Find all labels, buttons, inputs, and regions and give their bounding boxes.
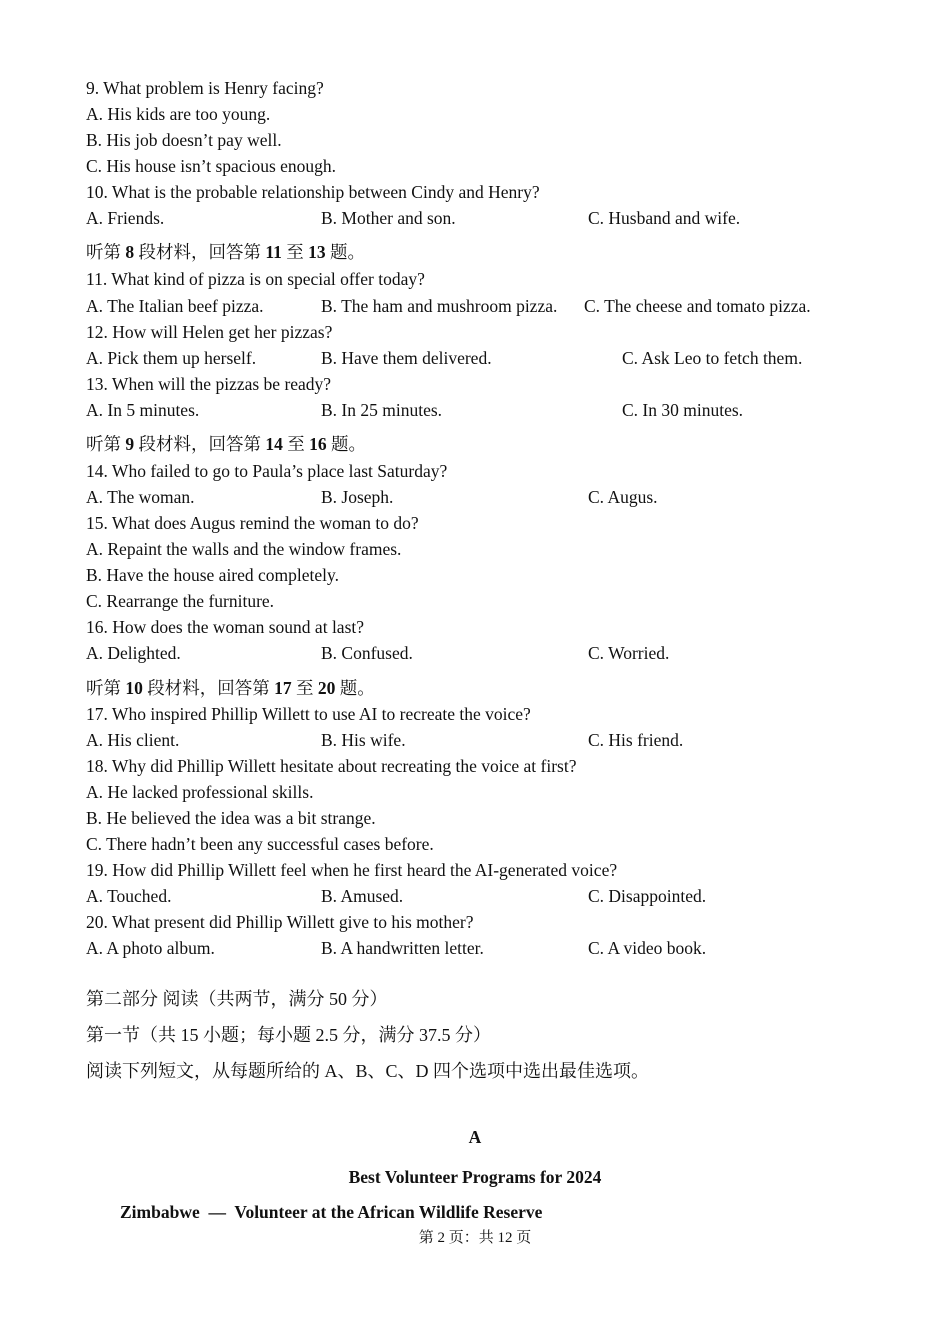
q9-question: 9. What problem is Henry facing? (86, 78, 324, 98)
q15-option-b: B. Have the house aired completely. (86, 565, 340, 585)
part2-instruction: 阅读下列短文，从每题所给的 A、B、C、D 四个选项中选出最佳选项。 (86, 1061, 650, 1081)
q18-question: 18. Why did Phillip Willett hesitate about recreating the voice at first? (86, 756, 577, 776)
q11-option-c: C. The cheese and tomato pizza. (584, 296, 811, 316)
q17-option-b: B. His wife. (321, 730, 406, 750)
passage-letter: A (468, 1127, 482, 1147)
q20-question: 20. What present did Phillip Willett give to his mother? (86, 912, 474, 932)
q12-option-c: C. Ask Leo to fetch them. (622, 348, 803, 368)
q16-question: 16. How does the woman sound at last? (86, 617, 365, 637)
q9-option-c: C. His house isn’t spacious enough. (86, 156, 337, 176)
q18-option-a: A. He lacked professional skills. (86, 782, 314, 802)
q16-option-c: C. Worried. (588, 643, 670, 663)
section-8-instruction: 听第 8 段材料，回答第 11 至 13 题。 (86, 242, 366, 262)
q15-option-a: A. Repaint the walls and the window frames. (86, 539, 402, 559)
q12-option-a: A. Pick them up herself. (86, 348, 257, 368)
q14-option-b: B. Joseph. (321, 487, 394, 507)
q13-option-b: B. In 25 minutes. (321, 400, 443, 420)
q13-option-c: C. In 30 minutes. (622, 400, 744, 420)
page-footer: 第 2 页：共 12 页 (418, 1230, 532, 1246)
q17-question: 17. Who inspired Phillip Willett to use AI to recreate the voice? (86, 704, 531, 724)
q14-question: 14. Who failed to go to Paula’s place last Saturday? (86, 461, 448, 481)
q11-option-a: A. The Italian beef pizza. (86, 296, 264, 316)
q13-question: 13. When will the pizzas be ready? (86, 374, 332, 394)
q9-option-a: A. His kids are too young. (86, 104, 271, 124)
q18-option-c: C. There hadn’t been any successful cases before. (86, 834, 434, 854)
q13-option-a: A. In 5 minutes. (86, 400, 200, 420)
passage-subtitle: Zimbabwe — Volunteer at the African Wildlife Reserve (120, 1202, 543, 1222)
section-9-instruction: 听第 9 段材料，回答第 14 至 16 题。 (86, 434, 366, 454)
passage-title: Best Volunteer Programs for 2024 (348, 1167, 602, 1187)
q14-option-c: C. Augus. (588, 487, 658, 507)
q10-option-a: A. Friends. (86, 208, 165, 228)
q14-option-a: A. The woman. (86, 487, 195, 507)
q16-option-b: B. Confused. (321, 643, 413, 663)
q18-option-b: B. He believed the idea was a bit strange. (86, 808, 376, 828)
q19-option-c: C. Disappointed. (588, 886, 707, 906)
part2-title: 第二部分 阅读（共两节，满分 50 分） (86, 989, 388, 1009)
q19-question: 19. How did Phillip Willett feel when he first heard the AI-generated voice? (86, 860, 618, 880)
q20-option-a: A. A photo album. (86, 938, 215, 958)
q15-question: 15. What does Augus remind the woman to do? (86, 513, 419, 533)
q11-question: 11. What kind of pizza is on special offer today? (86, 269, 425, 289)
q17-option-a: A. His client. (86, 730, 180, 750)
q20-option-b: B. A handwritten letter. (321, 938, 484, 958)
q17-option-c: C. His friend. (588, 730, 684, 750)
q10-question: 10. What is the probable relationship between Cindy and Henry? (86, 182, 540, 202)
q19-option-a: A. Touched. (86, 886, 172, 906)
q10-option-b: B. Mother and son. (321, 208, 456, 228)
q12-question: 12. How will Helen get her pizzas? (86, 322, 333, 342)
q12-option-b: B. Have them delivered. (321, 348, 492, 368)
q9-option-b: B. His job doesn’t pay well. (86, 130, 282, 150)
q11-option-b: B. The ham and mushroom pizza. (321, 296, 558, 316)
q16-option-a: A. Delighted. (86, 643, 181, 663)
q15-option-c: C. Rearrange the furniture. (86, 591, 275, 611)
q10-option-c: C. Husband and wife. (588, 208, 741, 228)
q20-option-c: C. A video book. (588, 938, 707, 958)
q19-option-b: B. Amused. (321, 886, 404, 906)
part2-section1-title: 第一节（共 15 小题；每小题 2.5 分，满分 37.5 分） (86, 1025, 491, 1045)
section-10-instruction: 听第 10 段材料，回答第 17 至 20 题。 (86, 678, 375, 698)
